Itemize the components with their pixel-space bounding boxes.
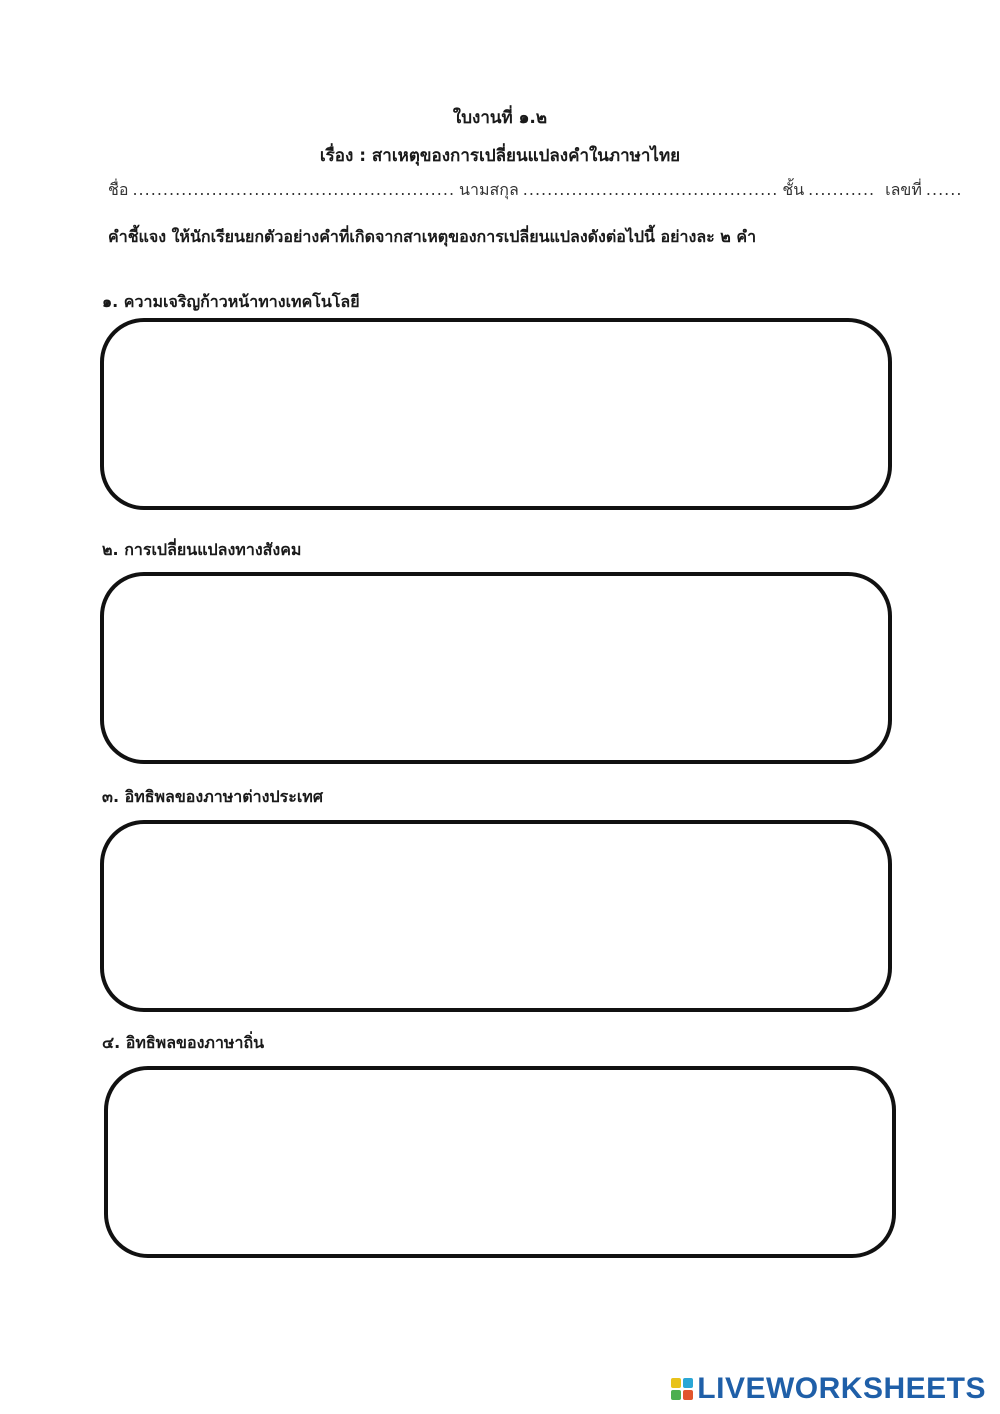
class-field[interactable]: ........... — [808, 180, 876, 199]
answer-input-1[interactable] — [104, 322, 888, 506]
number-label: เลขที่ — [885, 180, 922, 199]
instructions: คำชี้แจง ให้นักเรียนยกตัวอย่างคำที่เกิดจากสาเหตุของการเปลี่ยนแปลงดังต่อไปนี้ อย่างละ ๒ คำ — [108, 227, 757, 246]
logo-square-1 — [671, 1378, 681, 1388]
answer-box-4[interactable] — [104, 1066, 896, 1258]
name-field[interactable]: ..................................................... — [132, 180, 456, 199]
logo-square-3 — [671, 1390, 681, 1400]
liveworksheets-logo-icon — [671, 1378, 693, 1400]
class-label: ชั้น — [782, 180, 805, 199]
number-field[interactable]: ...... — [925, 180, 963, 199]
answer-input-2[interactable] — [104, 576, 888, 760]
worksheet-subject: เรื่อง : สาเหตุของการเปลี่ยนแปลงคำในภาษาไทย — [319, 146, 681, 166]
answer-box-2[interactable] — [100, 572, 892, 764]
answer-input-3[interactable] — [104, 824, 888, 1008]
name-label: ชื่อ — [108, 180, 129, 199]
answer-box-1[interactable] — [100, 318, 892, 510]
answer-box-3[interactable] — [100, 820, 892, 1012]
surname-label: นามสกุล — [459, 180, 519, 199]
section-2-label: ๒. การเปลี่ยนแปลงทางสังคม — [102, 540, 302, 559]
section-4-label: ๔. อิทธิพลของภาษาถิ่น — [102, 1033, 265, 1052]
surname-field[interactable]: .......................................... — [522, 180, 779, 199]
logo-square-2 — [683, 1378, 693, 1388]
liveworksheets-brand — [671, 1372, 986, 1406]
brand-text: LIVEWORKSHEETS — [697, 1372, 986, 1405]
section-1-label: ๑. ความเจริญก้าวหน้าทางเทคโนโลยี — [102, 292, 360, 311]
logo-square-4 — [683, 1390, 693, 1400]
worksheet-title: ใบงานที่ ๑.๒ — [452, 108, 548, 128]
section-3-label: ๓. อิทธิพลของภาษาต่างประเทศ — [102, 787, 323, 806]
student-info-line — [108, 178, 963, 203]
answer-input-4[interactable] — [108, 1070, 892, 1254]
